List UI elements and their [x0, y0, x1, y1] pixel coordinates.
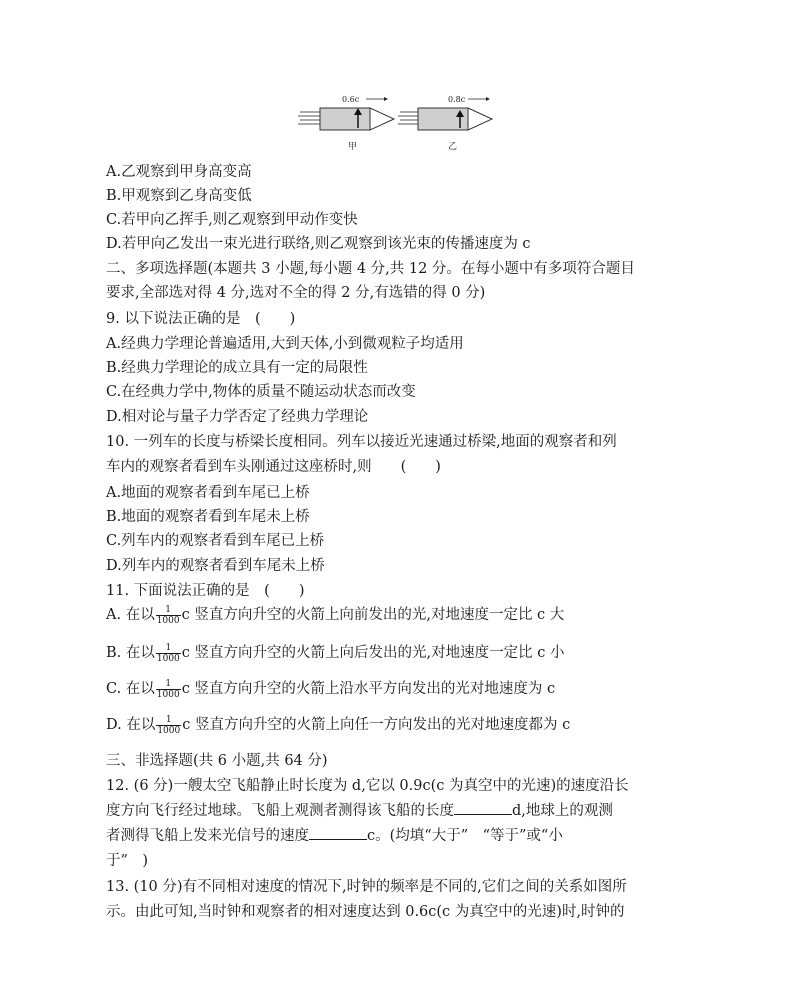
q10-option-a: A.地面的观察者看到车尾已上桥 — [106, 485, 310, 501]
fraction — [156, 679, 181, 700]
answer-blank-2[interactable] — [309, 825, 367, 840]
answer-blank-1[interactable] — [454, 800, 512, 815]
q8-option-d: D.若甲向乙发出一束光进行联络,则乙观察到该光束的传播速度为 c — [106, 236, 531, 252]
fraction-denominator: 1000 — [157, 725, 181, 736]
q10-stem-line1: 10. 一列车的长度与桥梁长度相同。列车以接近光速通过桥梁,地面的观察者和列 — [106, 434, 617, 450]
q11-option-a-text: c 竖直方向升空的火箭上向前发出的光,对地速度一定比 c 大 — [181, 607, 565, 623]
q9-option-a: A.经典力学理论普遍适用,大到天体,小到微观粒子均适用 — [106, 336, 464, 352]
q11-option-c — [106, 678, 555, 700]
q11-option-d — [106, 714, 570, 736]
q12-line2-text: 度方向飞行经过地球。飞船上观测者测得该飞船的长度 — [106, 803, 454, 819]
q8-option-a: A.乙观察到甲身高变高 — [106, 164, 252, 180]
section2-heading-line2: 要求,全部选对得 4 分,选对不全的得 2 分,有选错的得 0 分) — [106, 285, 486, 301]
q9-option-c: C.在经典力学中,物体的质量不随运动状态而改变 — [106, 384, 416, 400]
fraction — [156, 643, 181, 664]
q9-option-b: B.经典力学理论的成立具有一定的局限性 — [106, 360, 368, 376]
q11-option-b-prefix: B. 在以 — [106, 645, 155, 661]
fraction-denominator: 1000 — [156, 689, 180, 700]
q11-stem: 11. 下面说法正确的是 ( ) — [106, 583, 305, 599]
section2-heading-line1: 二、多项选择题(本题共 3 小题,每小题 4 分,共 12 分。在每小题中有多项符合题目 — [106, 261, 635, 277]
q11-option-a — [106, 604, 564, 626]
rocket-b-velocity: 0.8c — [448, 95, 466, 104]
fraction-numerator: 1 — [156, 679, 181, 690]
fraction-numerator: 1 — [156, 643, 181, 654]
q12-line2-tail: d,地球上的观测 — [512, 803, 613, 819]
fraction-denominator: 1000 — [156, 615, 180, 626]
rocket-b-label: 乙 — [448, 142, 458, 152]
q11-option-c-prefix: C. 在以 — [106, 681, 155, 697]
q12-line4: 于” ) — [106, 853, 149, 869]
q11-option-c-text: c 竖直方向升空的火箭上沿水平方向发出的光对地速度为 c — [181, 681, 556, 697]
fraction — [156, 605, 181, 626]
fraction-numerator: 1 — [156, 605, 181, 616]
fraction — [156, 715, 181, 736]
q10-option-d: D.列车内的观察者看到车尾未上桥 — [106, 558, 325, 574]
q8-option-b: B.甲观察到乙身高变低 — [106, 188, 252, 204]
rocket-a-velocity: 0.6c — [342, 95, 360, 104]
q10-option-b: B.地面的观察者看到车尾未上桥 — [106, 509, 310, 525]
q12-line3-text: 者测得飞船上发来光信号的速度 — [106, 828, 309, 844]
q11-option-d-prefix: D. 在以 — [106, 717, 156, 733]
q13-line1: 13. (10 分)有不同相对速度的情况下,时钟的频率是不同的,它们之间的关系如图所 — [106, 879, 627, 895]
q12-line3-tail: c。(均填“大于” “等于”或“小 — [367, 828, 563, 844]
q11-option-b — [106, 642, 564, 664]
rocket-b — [398, 97, 492, 130]
q11-option-b-text: c 竖直方向升空的火箭上向后发出的光,对地速度一定比 c 小 — [181, 645, 565, 661]
q13-line2: 示。由此可知,当时钟和观察者的相对速度达到 0.6c(c 为真空中的光速)时,时钟的 — [106, 904, 625, 920]
q11-option-d-text: c 竖直方向升空的火箭上向任一方向发出的光对地速度都为 c — [182, 717, 571, 733]
q10-option-c: C.列车内的观察者看到车尾已上桥 — [106, 533, 325, 549]
rockets-figure — [296, 92, 496, 154]
q9-stem: 9. 以下说法正确的是 ( ) — [106, 311, 296, 327]
rocket-a-label: 甲 — [348, 142, 358, 152]
fraction-denominator: 1000 — [156, 653, 180, 664]
q10-stem-line2: 车内的观察者看到车头刚通过这座桥时,则 ( ) — [106, 459, 441, 475]
fraction-numerator: 1 — [156, 715, 181, 726]
q11-option-a-prefix: A. 在以 — [106, 607, 155, 623]
q8-option-c: C.若甲向乙挥手,则乙观察到甲动作变快 — [106, 212, 358, 228]
section3-heading: 三、非选择题(共 6 小题,共 64 分) — [106, 753, 328, 769]
q9-option-d: D.相对论与量子力学否定了经典力学理论 — [106, 409, 369, 425]
q12-line1: 12. (6 分)一艘太空飞船静止时长度为 d,它以 0.9c(c 为真空中的光速)的速度沿长 — [106, 778, 629, 794]
q12-line2 — [106, 800, 613, 822]
q12-line3 — [106, 825, 563, 847]
